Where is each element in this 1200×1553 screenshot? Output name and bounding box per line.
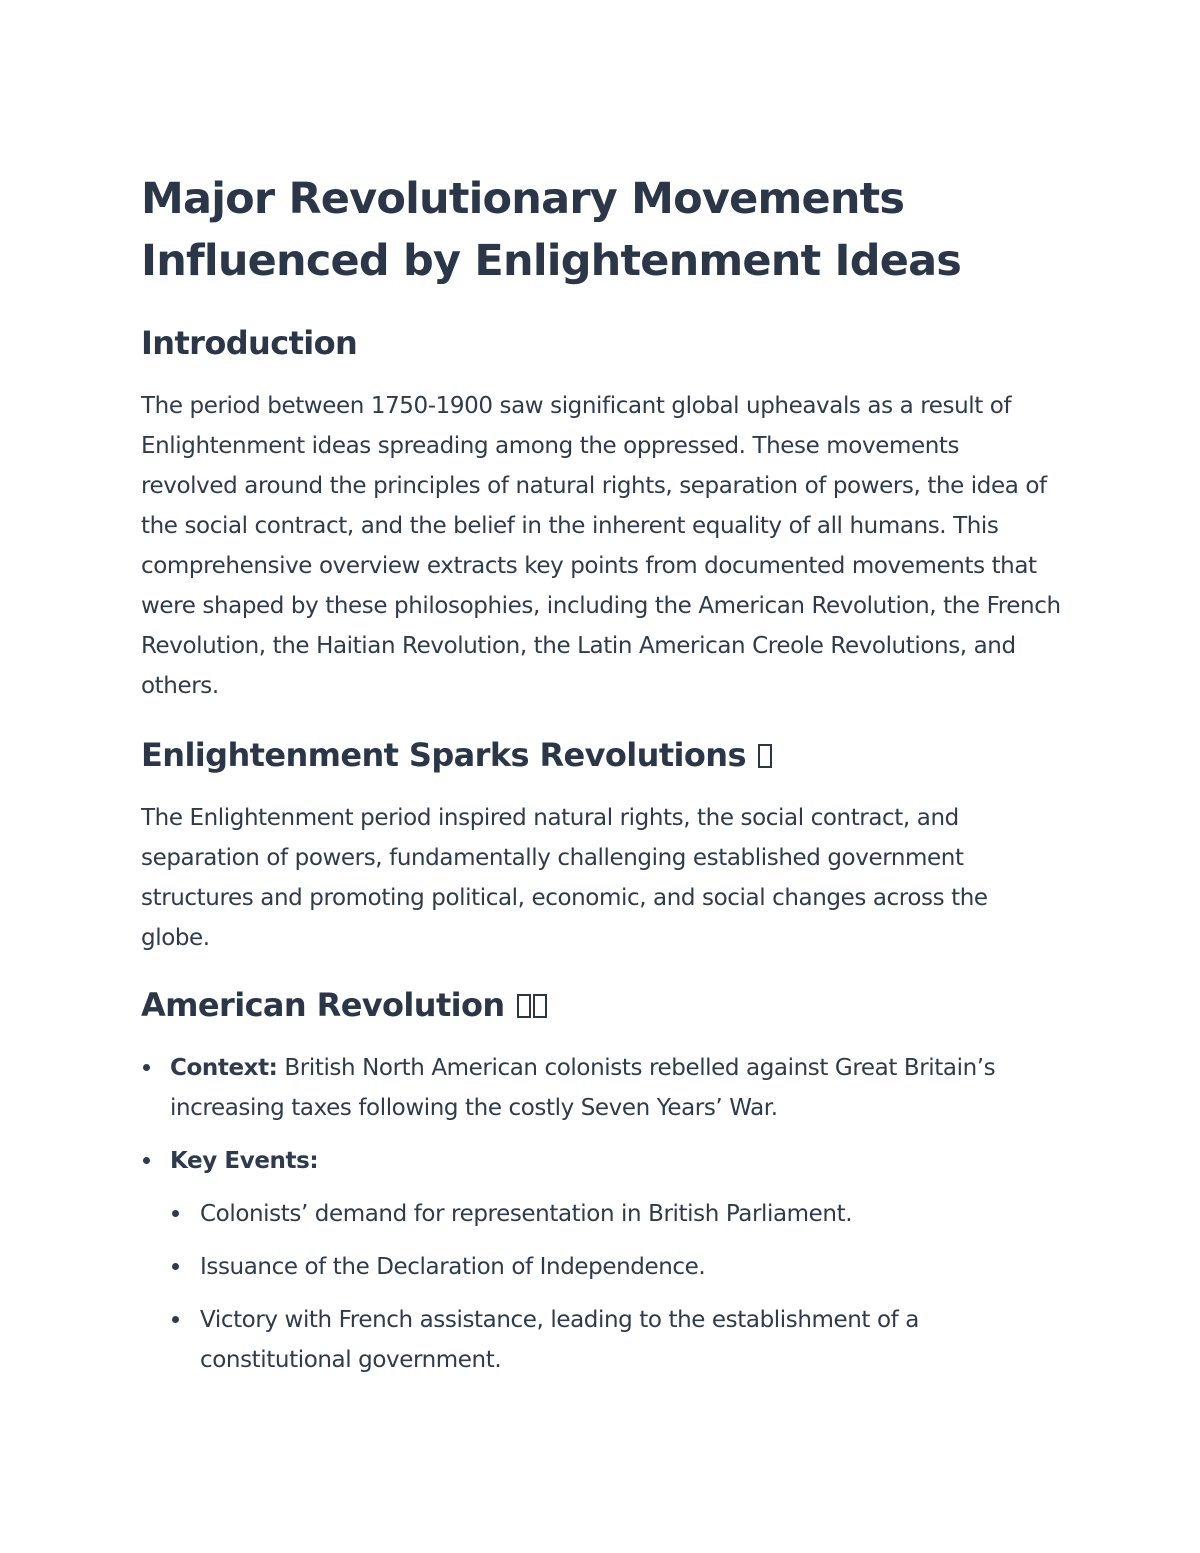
list-item-context [141, 1048, 1061, 1128]
list-item [170, 1194, 1061, 1234]
event-text: Issuance of the Declaration of Independence. [200, 1254, 706, 1280]
event-text: Colonists’ demand for representation in British Parliament. [200, 1201, 853, 1227]
american-revolution-list [141, 1048, 1061, 1380]
list-item-key-events [141, 1141, 1061, 1380]
context-text: British North American colonists rebelled against Great Britain’s increasing taxes following the costly Seven Years’ War. [170, 1055, 996, 1121]
sparks-heading-text: Enlightenment Sparks Revolutions [141, 736, 746, 774]
key-events-list [170, 1194, 1061, 1380]
introduction-paragraph: The period between 1750-1900 saw significant global upheavals as a result of Enlightenment ideas spreading among the oppressed. These movements revolved around the principles of natural rights, separation of powers, the idea of the social contract, and the belief in the inherent equality of all humans. This comprehensive overview extracts key points from documented movements that were shaped by these philosophies, including the American Revolution, the French Revolution, the Haitian Revolution, the Latin American Creole Revolutions, and others. [141, 393, 1061, 699]
american-revolution-heading [141, 984, 1061, 1026]
event-text: Victory with French assistance, leading to the establishment of a constitutional government. [200, 1307, 919, 1373]
introduction-heading: Introduction [141, 324, 358, 362]
key-events-label: Key Events: [170, 1148, 319, 1174]
list-item [170, 1247, 1061, 1287]
list-item [170, 1300, 1061, 1380]
sparks-paragraph: The Enlightenment period inspired natural rights, the social contract, and separation of powers, fundamentally challenging established government structures and promoting political, economic, and social changes across the globe. [141, 805, 988, 951]
bullet-icon [172, 1316, 179, 1323]
sparks-heading [141, 734, 1061, 776]
bullet-icon [143, 1157, 150, 1164]
american-heading-text: American Revolution [141, 986, 505, 1024]
document-page [141, 168, 1061, 1393]
title-line-1: Major Revolutionary Movements [141, 174, 905, 224]
document-title [141, 168, 1061, 292]
missing-glyph-icon [533, 994, 547, 1018]
title-line-2: Influenced by Enlightenment Ideas [141, 236, 962, 286]
bullet-icon [143, 1064, 150, 1071]
missing-glyph-icon [517, 994, 531, 1018]
context-label: Context: [170, 1055, 278, 1081]
missing-glyph-icon [758, 744, 772, 768]
bullet-icon [172, 1210, 179, 1217]
bullet-icon [172, 1263, 179, 1270]
